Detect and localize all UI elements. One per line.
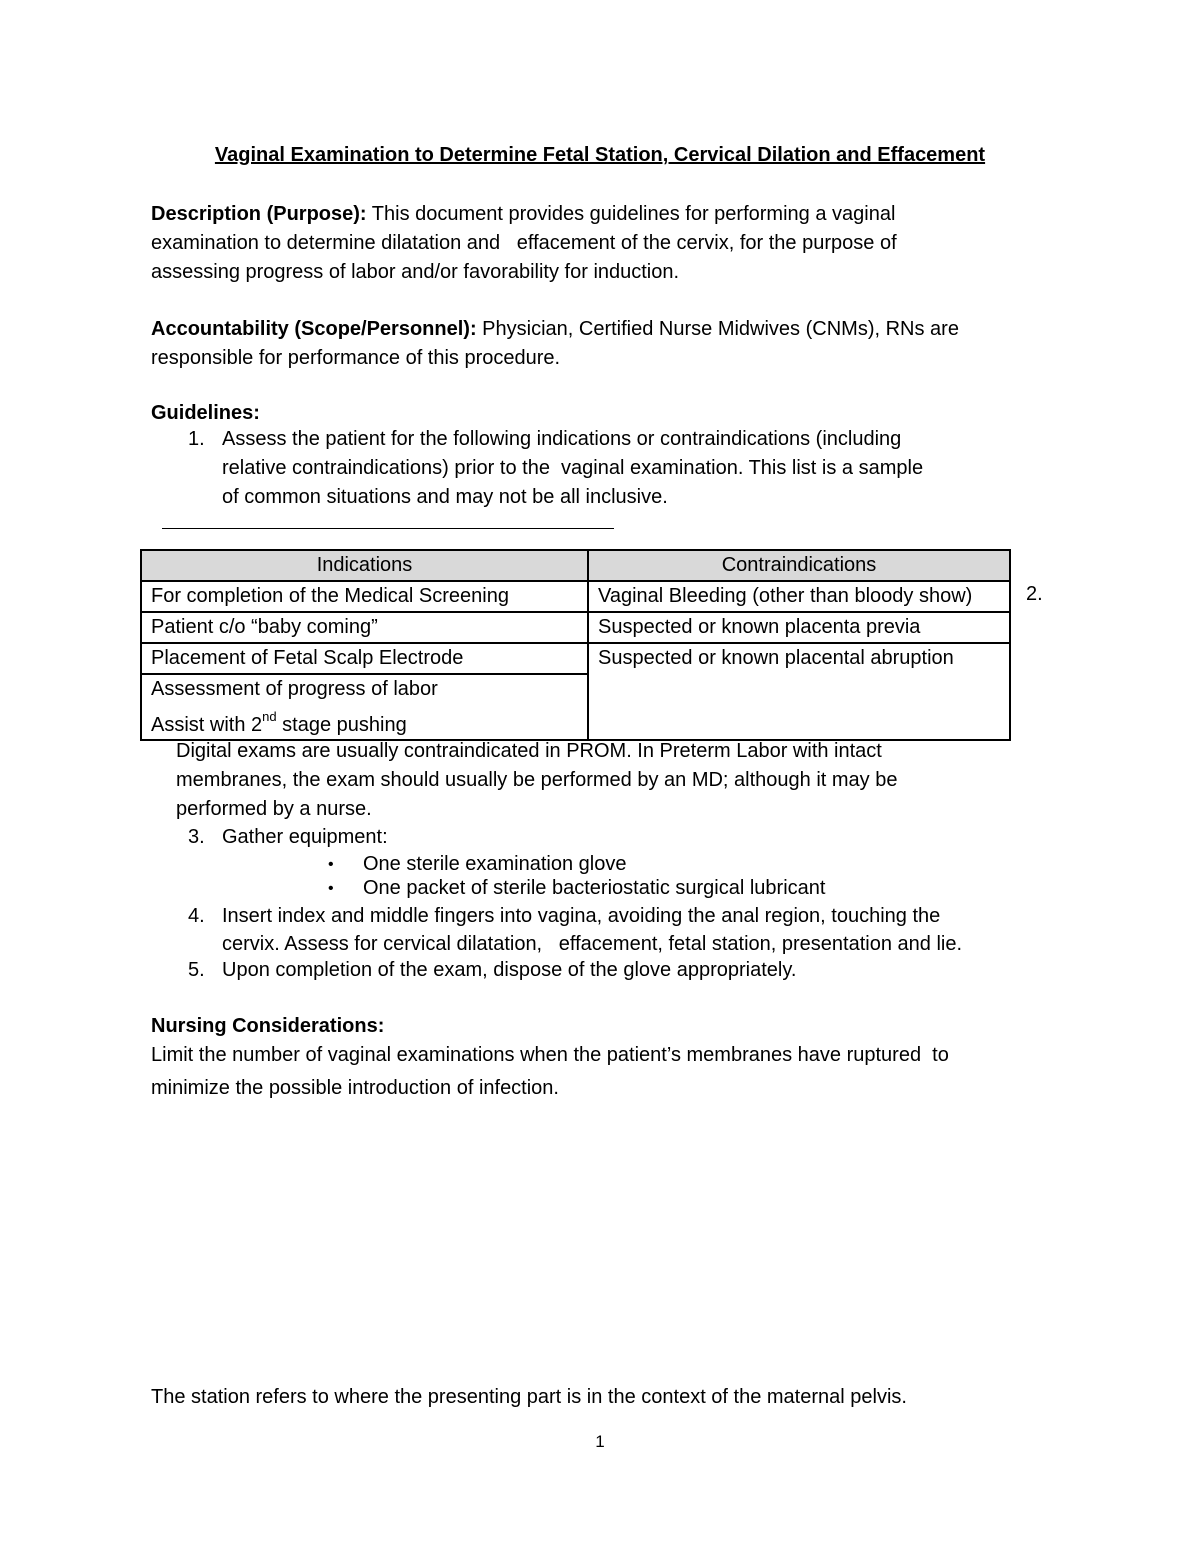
- guideline-1-number: 1.: [188, 428, 205, 450]
- contraindication-cell: Suspected or known placental abruption: [588, 643, 1010, 740]
- guideline-1-line-2: relative contraindications) prior to the vaginal examination. This list is a sample: [222, 457, 924, 479]
- nursing-line-2: minimize the possible introduction of infection.: [151, 1077, 559, 1099]
- guideline-1-line-3: of common situations and may not be all inclusive.: [222, 486, 668, 508]
- guideline-2-number: 2.: [1026, 583, 1043, 605]
- indication-cell: Patient c/o “baby coming”: [141, 612, 588, 643]
- station-note: The station refers to where the presenting part is in the context of the maternal pelvis.: [151, 1386, 907, 1408]
- contraindications-header: Contraindications: [588, 550, 1010, 581]
- indications-table: [140, 549, 1011, 741]
- assist-prefix: Assist with 2: [151, 714, 263, 736]
- accountability-line-2: responsible for performance of this procedure.: [151, 347, 561, 369]
- description-text-1: This document provides guidelines for performing a vaginal: [371, 203, 896, 225]
- assist-superscript: nd: [262, 709, 277, 724]
- accountability-text-1: Physician, Certified Nurse Midwives (CNMs), RNs are: [482, 318, 959, 340]
- guideline-4-line-2: cervix. Assess for cervical dilatation, effacement, fetal station, presentation and lie.: [222, 933, 963, 955]
- description-line-3: assessing progress of labor and/or favorability for induction.: [151, 261, 680, 283]
- guideline-2-line-3: performed by a nurse.: [176, 798, 372, 820]
- description-line-2: examination to determine dilatation and effacement of the cervix, for the purpose of: [151, 232, 897, 254]
- description-label: Description (Purpose):: [151, 203, 367, 225]
- indication-cell: For completion of the Medical Screening: [141, 581, 588, 612]
- indication-line: Assessment of progress of labor: [151, 678, 438, 700]
- guideline-4-number: 4.: [188, 905, 205, 927]
- indication-line-assist: [151, 703, 578, 739]
- indication-cell: Placement of Fetal Scalp Electrode: [141, 643, 588, 674]
- bullet-icon: •: [328, 880, 334, 897]
- equipment-item: One packet of sterile bacteriostatic surgical lubricant: [363, 877, 826, 899]
- page-number: 1: [595, 1432, 605, 1451]
- bullet-icon: •: [328, 856, 334, 873]
- description-line-1: [151, 200, 895, 229]
- guideline-3-text: Gather equipment:: [222, 826, 388, 848]
- assist-suffix: stage pushing: [276, 714, 407, 736]
- guideline-2-line-2: membranes, the exam should usually be performed by an MD; although it may be: [176, 769, 898, 791]
- guideline-2-line-1: Digital exams are usually contraindicated in PROM. In Preterm Labor with intact: [176, 740, 882, 762]
- indications-table-wrapper: [140, 549, 1011, 741]
- accountability-line-1: [151, 315, 959, 344]
- table-row: [141, 581, 1010, 612]
- equipment-item: One sterile examination glove: [363, 853, 627, 875]
- nursing-label: Nursing Considerations:: [151, 1015, 385, 1037]
- table-header-row: [141, 550, 1010, 581]
- indications-header: Indications: [141, 550, 588, 581]
- guidelines-label: Guidelines:: [151, 402, 260, 424]
- table-row: [141, 643, 1010, 674]
- guideline-4-line-1: Insert index and middle fingers into vagina, avoiding the anal region, touching the: [222, 905, 941, 927]
- horizontal-rule: [162, 528, 614, 529]
- guideline-1-line-1: Assess the patient for the following indications or contraindications (including: [222, 428, 902, 450]
- accountability-label: Accountability (Scope/Personnel):: [151, 318, 477, 340]
- nursing-line-1: Limit the number of vaginal examinations when the patient’s membranes have ruptured to: [151, 1044, 949, 1066]
- table-row: [141, 612, 1010, 643]
- guideline-5-text: Upon completion of the exam, dispose of the glove appropriately.: [222, 959, 797, 981]
- document-title: Vaginal Examination to Determine Fetal Station, Cervical Dilation and Effacement: [214, 144, 986, 166]
- contraindication-cell: Vaginal Bleeding (other than bloody show): [588, 581, 1010, 612]
- contraindication-cell: Suspected or known placenta previa: [588, 612, 1010, 643]
- guideline-5-number: 5.: [188, 959, 205, 981]
- guideline-3-number: 3.: [188, 826, 205, 848]
- indication-cell-multiline: [141, 674, 588, 740]
